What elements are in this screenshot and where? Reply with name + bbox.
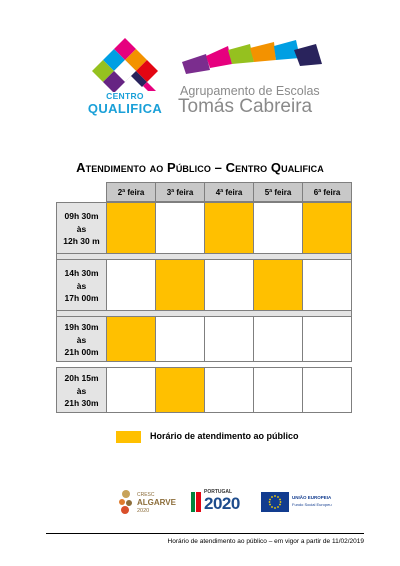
centro-qualifica-logo (86, 36, 164, 122)
centro-qualifica-emblem (86, 36, 164, 92)
schedule-cell-mon-closed (106, 259, 156, 311)
schedule-cell-tue-closed (155, 316, 205, 362)
time-slot-line2: às (76, 334, 87, 345)
cresc-line3: 2020 (137, 508, 150, 514)
time-slot-label (56, 367, 107, 413)
time-slot-line2: às (76, 385, 87, 396)
schedule-cell-thu-closed (253, 367, 303, 413)
header-day-1: 2ª feira (106, 182, 156, 202)
time-slot-label (56, 259, 107, 311)
table-row (56, 202, 352, 254)
schedule-cell-thu-closed (253, 316, 303, 362)
schedule-cell-mon-closed (106, 367, 156, 413)
agrupamento-logo (176, 40, 328, 120)
time-slot-line1: 14h 30m (64, 268, 99, 278)
header-day-5: 6ª feira (302, 182, 352, 202)
schedule-cell-fri-open (302, 202, 352, 254)
schedule-cell-thu-open (253, 259, 303, 311)
table-row (56, 316, 352, 362)
schedule-cell-thu-closed (253, 202, 303, 254)
schedule-cell-wed-open (204, 202, 254, 254)
table-row (56, 259, 352, 311)
page-title: Atendimento ao Público – Centro Qualifica (76, 160, 324, 175)
footer-divider (46, 533, 364, 534)
cresc-line2: ALGARVE (137, 498, 176, 507)
legend-label: Horário de atendimento ao público (150, 431, 299, 441)
agrupamento-line1: Agrupamento de Escolas (180, 84, 320, 98)
agrupamento-flags-emblem (176, 40, 328, 80)
portugal-2020-logo (190, 488, 252, 518)
portugal-2020-line1: PORTUGAL (204, 489, 233, 495)
eu-line2: Fundo Social Europeu (292, 502, 332, 507)
time-slot-label (56, 316, 107, 362)
schedule-cell-wed-closed (204, 316, 254, 362)
schedule-cell-tue-open (155, 367, 205, 413)
cresc-line1: CRESC (137, 492, 155, 498)
schedule-cell-fri-closed (302, 316, 352, 362)
time-slot-line3: 17h 00m (64, 293, 99, 303)
portugal-2020-emblem (190, 488, 203, 516)
header-day-4: 5ª feira (253, 182, 303, 202)
header-day-3: 4ª feira (204, 182, 254, 202)
eu-logo (261, 490, 331, 516)
time-slot-line1: 19h 30m (64, 322, 99, 332)
table-corner (56, 182, 106, 202)
schedule-cell-tue-open (155, 259, 205, 311)
schedule-cell-mon-open (106, 316, 156, 362)
schedule-cell-wed-closed (204, 259, 254, 311)
schedule-cell-wed-closed (204, 367, 254, 413)
eu-line1: UNIÃO EUROPEIA (292, 495, 332, 500)
header-day-2: 3ª feira (155, 182, 205, 202)
schedule-cell-fri-closed (302, 259, 352, 311)
centro-qualifica-line2: QUALIFICA (87, 101, 163, 116)
schedule-cell-tue-closed (155, 202, 205, 254)
time-slot-line2: às (76, 223, 87, 234)
schedule-cell-fri-closed (302, 367, 352, 413)
schedule-cell-mon-open (106, 202, 156, 254)
time-slot-line3: 21h 00m (64, 347, 99, 357)
table-header-row (56, 182, 352, 202)
time-slot-line3: 21h 30m (64, 398, 99, 408)
cresc-emblem (117, 488, 135, 516)
time-slot-line1: 09h 30m (64, 211, 99, 221)
portugal-2020-line2: 2020 (204, 494, 240, 513)
time-slot-line1: 20h 15m (64, 373, 99, 383)
time-slot-label (56, 202, 107, 254)
eu-flag-icon (261, 492, 289, 512)
agrupamento-line2: Tomás Cabreira (178, 96, 313, 117)
time-slot-line3: 12h 30 m (63, 236, 100, 246)
time-slot-line2: às (76, 280, 87, 291)
footer-note: Horário de atendimento ao público – em vigor a partir de 11/02/2019 (167, 538, 364, 545)
table-row (56, 367, 352, 413)
cresc-algarve-logo (117, 488, 185, 518)
centro-qualifica-line1: CENTRO (106, 91, 144, 101)
legend-swatch (116, 431, 141, 443)
